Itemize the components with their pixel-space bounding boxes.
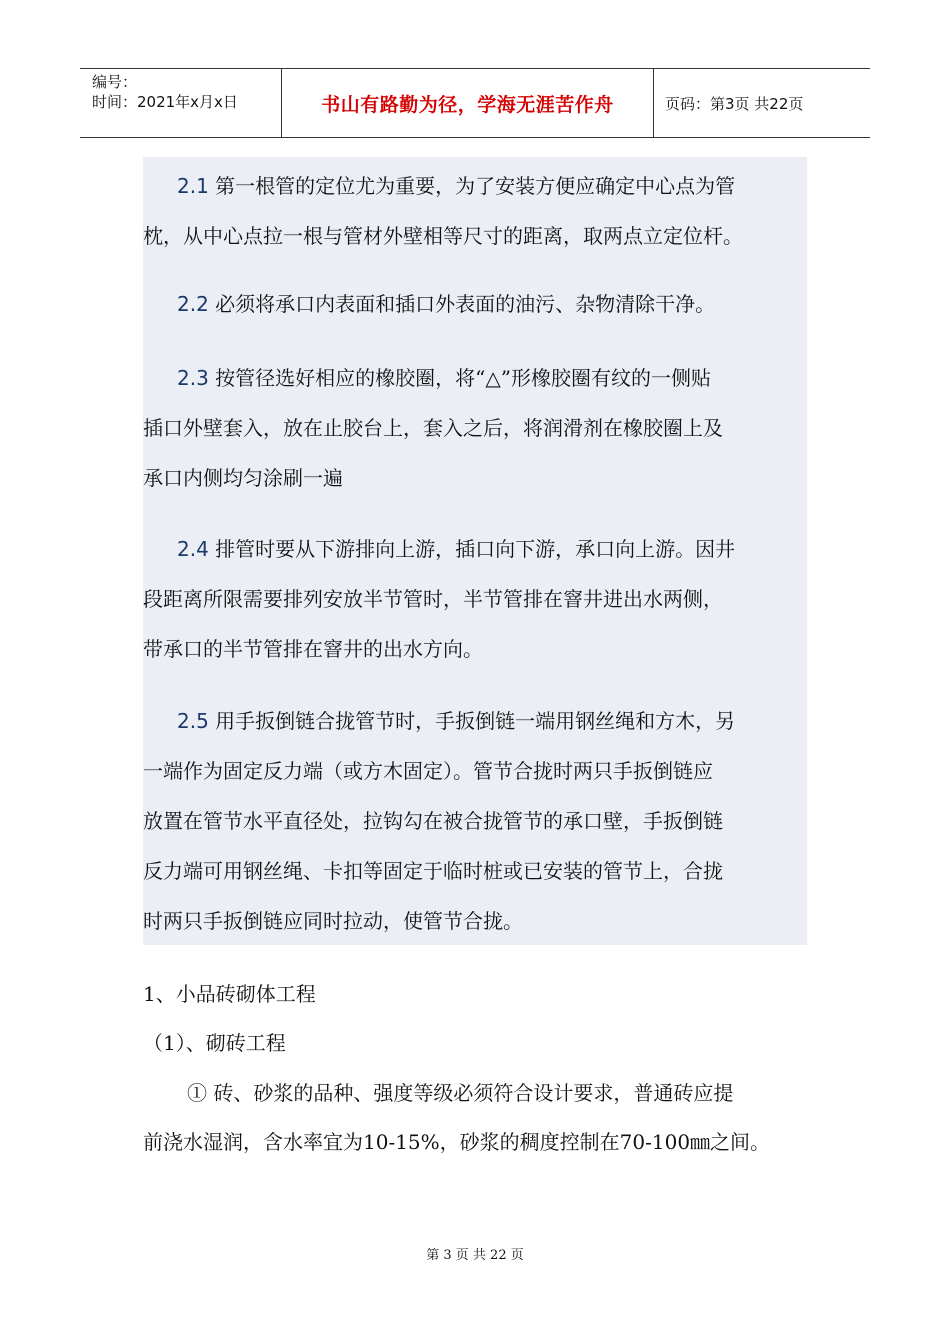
page-footer: 第 3 页 共 22 页 (426, 1248, 524, 1263)
paragraph-line: 带承口的半节管排在窨井的出水方向。 (143, 637, 483, 661)
paragraph-number: 2.5 (177, 709, 209, 733)
paragraph-2-3 (143, 353, 807, 503)
paragraph-line: 承口内侧均匀涂刷一遍 (143, 466, 343, 490)
paragraph-2-4 (143, 524, 807, 674)
paragraph-number: 2.2 (177, 292, 209, 316)
paragraph-line: 时两只手扳倒链应同时拉动，使管节合拢。 (143, 909, 523, 933)
paragraph-line: 第一根管的定位尤为重要，为了安装方便应确定中心点为管 (208, 174, 736, 198)
paragraph-line: 放置在管节水平直径处，拉钩勾在被合拢管节的承口壁，手扳倒链 (143, 809, 723, 833)
paragraph-number: 2.1 (177, 174, 209, 198)
item-line-1: ① 砖、砂浆的品种、强度等级必须符合设计要求，普通砖应提 (187, 1081, 734, 1105)
paragraph-line: 段距离所限需要排列安放半节管时，半节管排在窨井进出水两侧， (143, 587, 723, 611)
header-motto-cell (282, 69, 654, 137)
paragraph-line: 枕，从中心点拉一根与管材外壁相等尺寸的距离，取两点立定位杆。 (143, 224, 743, 248)
section-subheading: （1）、砌砖工程 (143, 1031, 286, 1055)
paragraph-line: 插口外壁套入，放在止胶台上，套入之后，将润滑剂在橡胶圈上及 (143, 416, 723, 440)
paragraph-line: 用手扳倒链合拢管节时，手扳倒链一端用钢丝绳和方木，另 (208, 709, 736, 733)
paragraph-line: 按管径选好相应的橡胶圈，将“△”形橡胶圈有纹的一侧贴 (208, 366, 711, 390)
paragraph-line: 必须将承口内表面和插口外表面的油污、杂物清除干净。 (208, 292, 716, 316)
paragraph-line: 反力端可用钢丝绳、卡扣等固定于临时桩或已安装的管节上，合拢 (143, 859, 723, 883)
paragraph-line: 一端作为固定反力端（或方木固定）。管节合拢时两只手扳倒链应 (143, 759, 713, 783)
paragraph-2-5 (143, 696, 807, 946)
paragraph-number: 2.3 (177, 366, 209, 390)
time-label: 时间：2021年x月x日 (92, 93, 238, 111)
document-header (80, 68, 870, 138)
page-label: 页码：第3页 共22页 (665, 94, 804, 113)
paragraph-line: 排管时要从下游排向上游，插口向下游，承口向上游。因井 (208, 537, 736, 561)
item-line-2: 前浇水湿润，含水率宜为10-15%，砂浆的稠度控制在70-100㎜之间。 (143, 1130, 771, 1154)
header-page-cell (655, 69, 870, 137)
paragraph-number: 2.4 (177, 537, 209, 561)
number-label: 编号： (92, 73, 138, 91)
paragraph-2-2 (143, 279, 807, 329)
header-info-cell (80, 69, 282, 137)
section-heading: 1、小品砖砌体工程 (143, 982, 316, 1006)
paragraph-2-1 (143, 161, 807, 261)
motto-text: 书山有路勤为径，学海无涯苦作舟 (321, 93, 614, 116)
